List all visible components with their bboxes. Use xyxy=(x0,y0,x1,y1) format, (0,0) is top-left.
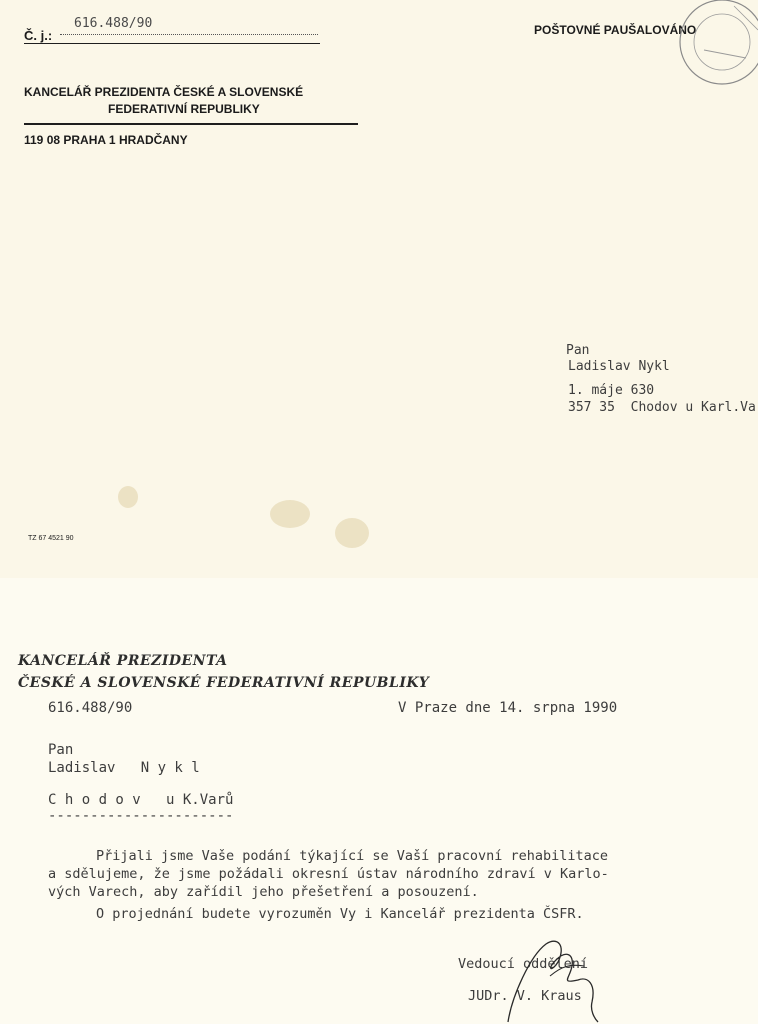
signature-title: Vedoucí oddělení xyxy=(458,956,589,972)
addressee-underline: ---------------------- xyxy=(48,808,234,824)
letter xyxy=(0,578,758,1024)
letter-header-line2: ČESKÉ A SLOVENSKÉ FEDERATIVNÍ REPUBLIKY xyxy=(18,675,430,691)
print-code: TZ 67 4521 90 xyxy=(28,535,74,542)
body-line-1: Přijali jsme Vaše podání týkající se Vaší pracovní rehabilitace xyxy=(96,848,609,864)
sender-name-line2: FEDERATIVNÍ REPUBLIKY xyxy=(108,102,260,116)
reference-number: 616.488/90 xyxy=(74,16,153,31)
addressee-salutation: Pan xyxy=(48,742,74,758)
sender-name-line1: KANCELÁŘ PREZIDENTA ČESKÉ A SLOVENSKÉ xyxy=(24,85,304,99)
handwritten-signature-icon xyxy=(500,936,610,1024)
body-line-4: O projednání budete vyrozuměn Vy i Kancelář prezidenta ČSFR. xyxy=(96,906,584,922)
recipient-city: 357 35 Chodov u Karl.Va xyxy=(568,400,756,415)
letter-header-line1: KANCELÁŘ PREZIDENTA xyxy=(18,653,228,669)
paper-stain xyxy=(335,518,369,548)
recipient-name: Ladislav Nykl xyxy=(568,359,670,374)
paper-stain xyxy=(118,486,138,508)
recipient-street: 1. máje 630 xyxy=(568,383,655,398)
letter-date: V Praze dne 14. srpna 1990 xyxy=(398,700,618,716)
reference-dotted-line xyxy=(60,34,318,35)
addressee-name: Ladislav N y k l xyxy=(48,760,200,776)
paper-stain xyxy=(270,500,310,528)
body-line-2: a sdělujeme, že jsme požádali okresní ústav národního zdraví v Karlo- xyxy=(48,866,609,882)
letter-reference-number: 616.488/90 xyxy=(48,700,133,716)
postage-paid-label: POŠTOVNÉ PAUŠALOVÁNO xyxy=(534,23,697,37)
recipient-salutation: Pan xyxy=(566,343,590,358)
body-line-3: vých Varech, aby zařídil jeho přešetření a posouzení. xyxy=(48,884,479,900)
postmark-stamp-icon xyxy=(664,0,758,96)
sender-address: 119 08 PRAHA 1 HRADČANY xyxy=(24,133,188,147)
signature-name: JUDr. V. Kraus xyxy=(468,988,582,1004)
reference-label: Č. j.: xyxy=(24,28,53,43)
reference-rule xyxy=(24,43,320,44)
addressee-city: C h o d o v u K.Varů xyxy=(48,792,234,808)
sender-rule xyxy=(24,123,358,125)
